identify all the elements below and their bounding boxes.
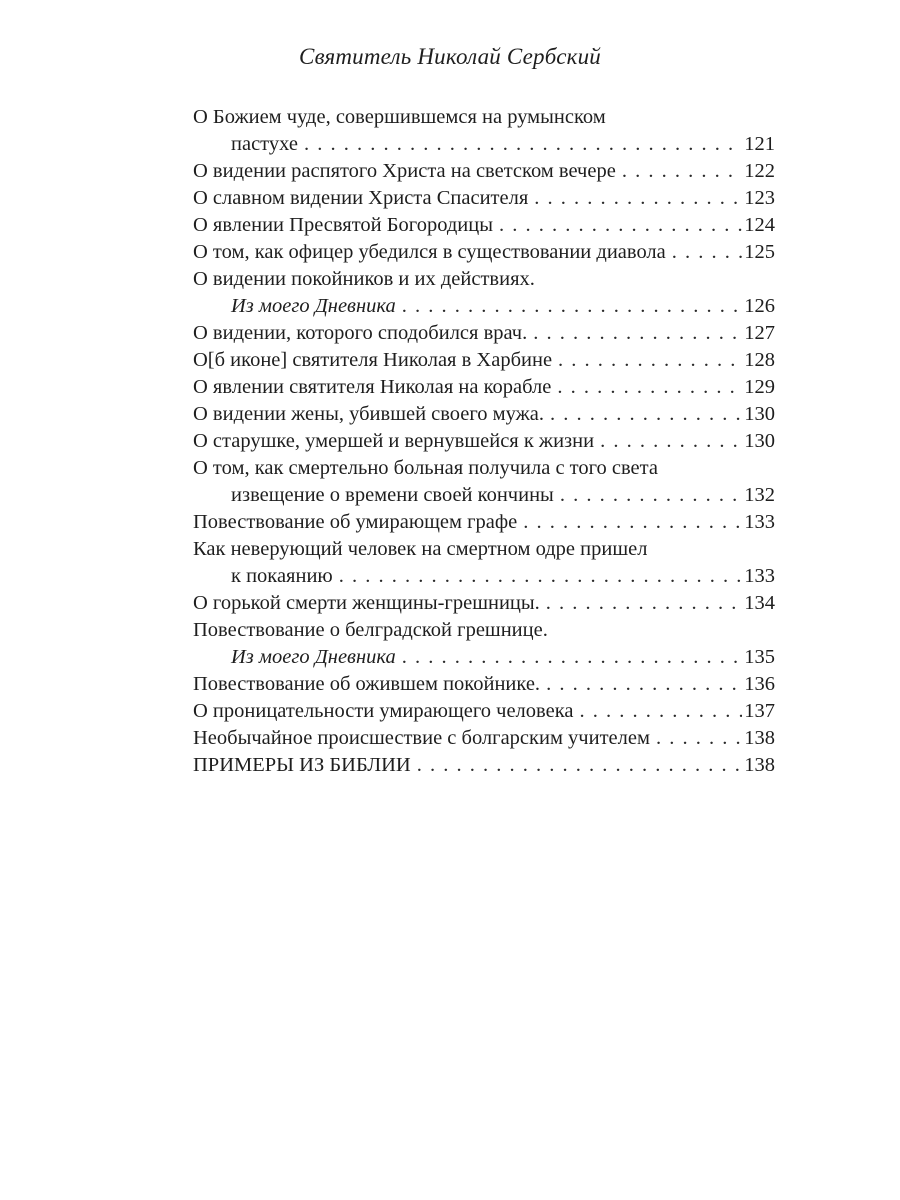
toc-page-number: 130 bbox=[744, 430, 775, 452]
toc-line bbox=[193, 617, 775, 644]
toc-entry-title: извещение о времени своей кончины bbox=[231, 484, 554, 506]
toc-dot-leader bbox=[523, 509, 742, 536]
toc-entry-title: Повествование о белградской грешнице. bbox=[193, 619, 548, 641]
toc-dot-leader bbox=[417, 752, 743, 779]
toc-entry bbox=[193, 455, 775, 509]
toc-entry bbox=[193, 320, 775, 347]
toc-entry-title: к покаянию bbox=[231, 565, 333, 587]
toc-entry bbox=[193, 239, 775, 266]
toc-entry-title: О старушке, умершей и вернувшейся к жизни bbox=[193, 430, 595, 452]
toc-dot-leader bbox=[600, 428, 742, 455]
toc-dot-leader bbox=[560, 482, 742, 509]
toc-line bbox=[193, 347, 775, 374]
toc-entry-title: О горькой смерти женщины-грешницы. bbox=[193, 592, 540, 614]
toc-page-number: 121 bbox=[744, 133, 775, 155]
toc-line bbox=[193, 455, 775, 482]
toc-entry bbox=[193, 374, 775, 401]
toc-entry-title: О славном видении Христа Спасителя bbox=[193, 187, 529, 209]
running-head: Святитель Николай Сербский bbox=[299, 44, 601, 69]
toc-line bbox=[193, 239, 775, 266]
toc-entry-title: Повествование об ожившем покойнике. bbox=[193, 673, 541, 695]
toc-entry-title: О том, как офицер убедился в существовании диавола bbox=[193, 241, 666, 263]
toc-line bbox=[193, 671, 775, 698]
toc-page-number: 130 bbox=[744, 403, 775, 425]
toc-line bbox=[193, 212, 775, 239]
toc-entry bbox=[193, 347, 775, 374]
toc-dot-leader bbox=[499, 212, 742, 239]
toc-page-number: 134 bbox=[744, 592, 775, 614]
toc-dot-leader bbox=[579, 698, 742, 725]
toc-line bbox=[193, 509, 775, 536]
toc-entry-title: О явлении святителя Николая на корабле bbox=[193, 376, 552, 398]
toc-line bbox=[193, 158, 775, 185]
toc-line bbox=[193, 320, 775, 347]
toc-entry bbox=[193, 185, 775, 212]
toc-entry-title: пастухе bbox=[231, 133, 298, 155]
toc-line bbox=[193, 725, 775, 752]
toc-page-number: 133 bbox=[744, 565, 775, 587]
toc-entry-title: О видении жены, убившей своего мужа. bbox=[193, 403, 545, 425]
toc-page-number: 127 bbox=[744, 322, 775, 344]
toc-entry-title: Из моего Дневника bbox=[231, 646, 396, 668]
toc-entry bbox=[193, 428, 775, 455]
toc-line bbox=[193, 590, 775, 617]
toc-page-number: 138 bbox=[744, 754, 775, 776]
toc-line bbox=[193, 482, 775, 509]
toc-dot-leader bbox=[402, 293, 743, 320]
toc-page-number: 137 bbox=[744, 700, 775, 722]
table-of-contents bbox=[193, 104, 775, 779]
toc-line bbox=[193, 131, 775, 158]
toc-page-number: 132 bbox=[744, 484, 775, 506]
toc-entry-title: ПРИМЕРЫ ИЗ БИБЛИИ bbox=[193, 754, 411, 776]
toc-page-number: 138 bbox=[744, 727, 775, 749]
toc-dot-leader bbox=[304, 131, 742, 158]
toc-entry-title: О проницательности умирающего человека bbox=[193, 700, 574, 722]
toc-dot-leader bbox=[546, 671, 742, 698]
toc-entry-title: О[б иконе] святителя Николая в Харбине bbox=[193, 349, 553, 371]
toc-line bbox=[193, 644, 775, 671]
toc-entry bbox=[193, 671, 775, 698]
toc-entry bbox=[193, 158, 775, 185]
toc-page-number: 122 bbox=[744, 160, 775, 182]
toc-page-number: 133 bbox=[744, 511, 775, 533]
toc-page-number: 124 bbox=[744, 214, 775, 236]
toc-line bbox=[193, 536, 775, 563]
toc-page-number: 125 bbox=[744, 241, 775, 263]
toc-page-number: 126 bbox=[744, 295, 775, 317]
toc-dot-leader bbox=[557, 374, 742, 401]
toc-page-number: 123 bbox=[744, 187, 775, 209]
toc-line bbox=[193, 266, 775, 293]
toc-dot-leader bbox=[656, 725, 742, 752]
toc-line bbox=[193, 752, 775, 779]
toc-entry-title: О видении, которого сподобился врач. bbox=[193, 322, 528, 344]
toc-entry bbox=[193, 536, 775, 590]
toc-line bbox=[193, 104, 775, 131]
toc-entry-title: О явлении Пресвятой Богородицы bbox=[193, 214, 493, 236]
toc-line bbox=[193, 185, 775, 212]
toc-entry-title: О том, как смертельно больная получила с того света bbox=[193, 457, 658, 479]
toc-line bbox=[193, 293, 775, 320]
toc-entry bbox=[193, 752, 775, 779]
toc-entry-title: О Божием чуде, совершившемся на румынском bbox=[193, 106, 606, 128]
toc-line bbox=[193, 563, 775, 590]
toc-entry bbox=[193, 401, 775, 428]
toc-entry-title: Из моего Дневника bbox=[231, 295, 396, 317]
toc-dot-leader bbox=[558, 347, 742, 374]
toc-entry bbox=[193, 590, 775, 617]
toc-dot-leader bbox=[533, 320, 742, 347]
toc-dot-leader bbox=[546, 590, 742, 617]
toc-entry-title: О видении распятого Христа на светском вечере bbox=[193, 160, 616, 182]
toc-page-number: 128 bbox=[744, 349, 775, 371]
toc-dot-leader bbox=[402, 644, 743, 671]
toc-line bbox=[193, 374, 775, 401]
toc-line bbox=[193, 698, 775, 725]
toc-entry bbox=[193, 617, 775, 671]
toc-dot-leader bbox=[672, 239, 742, 266]
toc-entry-title: Необычайное происшествие с болгарским учителем bbox=[193, 727, 650, 749]
toc-entry-title: Повествование об умирающем графе bbox=[193, 511, 518, 533]
toc-dot-leader bbox=[550, 401, 742, 428]
toc-entry bbox=[193, 212, 775, 239]
toc-dot-leader bbox=[622, 158, 742, 185]
toc-line bbox=[193, 401, 775, 428]
toc-line bbox=[193, 428, 775, 455]
toc-page-number: 129 bbox=[744, 376, 775, 398]
toc-dot-leader bbox=[534, 185, 742, 212]
toc-page-number: 136 bbox=[744, 673, 775, 695]
toc-entry bbox=[193, 266, 775, 320]
toc-entry bbox=[193, 509, 775, 536]
toc-dot-leader bbox=[339, 563, 743, 590]
toc-entry bbox=[193, 725, 775, 752]
toc-entry bbox=[193, 698, 775, 725]
toc-entry-title: О видении покойников и их действиях. bbox=[193, 268, 535, 290]
toc-entry bbox=[193, 104, 775, 158]
toc-page-number: 135 bbox=[744, 646, 775, 668]
toc-entry-title: Как неверующий человек на смертном одре пришел bbox=[193, 538, 648, 560]
